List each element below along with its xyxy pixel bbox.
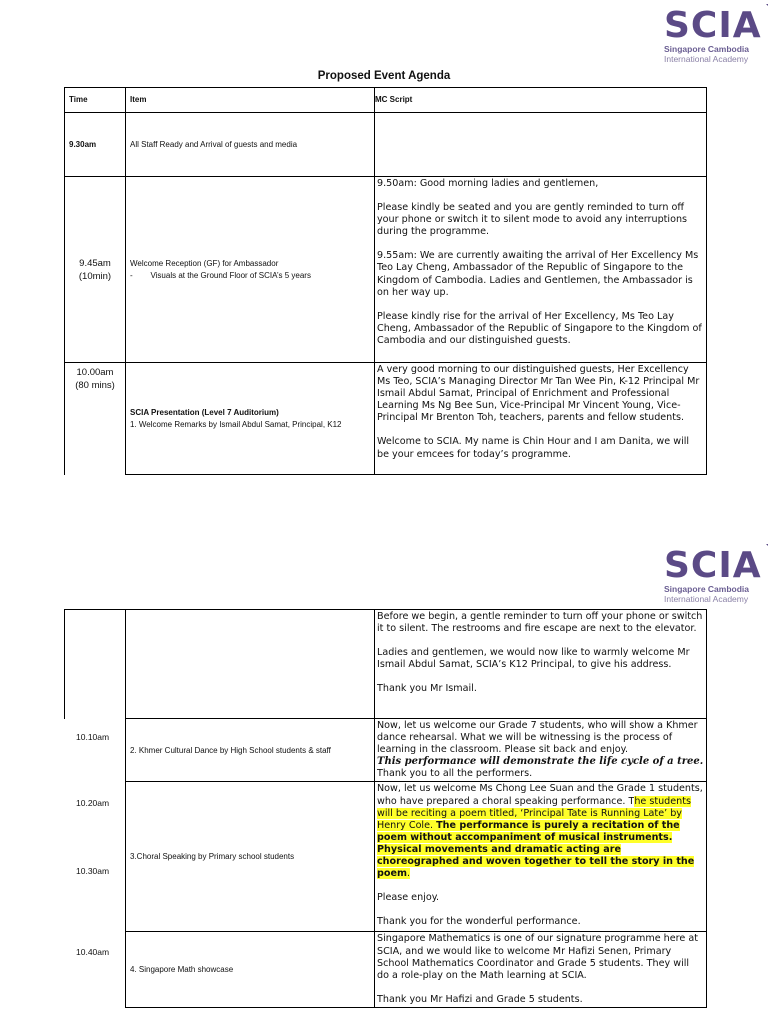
row-item: 4. Singapore Math showcase	[130, 965, 234, 975]
table-row	[65, 113, 707, 177]
table-row	[65, 782, 707, 932]
script-paragraph: Please kindly be seated and you are gently reminded to turn off your phone or switch it to silent mode to avoid any interruptions during the programme.	[377, 202, 688, 238]
table-row	[65, 932, 707, 1008]
row-item-sub: - Visuals at the Ground Floor of SCIA’s 5 years	[130, 270, 311, 280]
script-paragraph	[377, 783, 704, 880]
row-duration: (80 mins)	[75, 380, 115, 391]
script-paragraph: 9.50am: Good morning ladies and gentlemen,	[377, 178, 599, 189]
script-paragraph: Ladies and gentlemen, we would now like to warmly welcome Mr Ismail Abdul Samat, SCIA’s K12 Principal, to give his address.	[377, 647, 690, 671]
agenda-table-page2	[64, 609, 707, 1008]
handwritten-note: This performance will demonstrate the life cycle of a tree.	[377, 756, 704, 768]
script-paragraph: 9.55am: We are currently awaiting the arrival of Her Excellency Ms Teo Lay Cheng, Ambassador of the Republic of Singapore to the Kingdom of Cambodia. Ladies and Gentlemen, the Ambassador is on her way up.	[377, 250, 699, 298]
logo-brand: SCIA	[664, 545, 762, 586]
row-time: 10.20am	[76, 798, 110, 808]
row-item: Welcome Reception (GF) for Ambassador	[130, 258, 279, 268]
row-time: 10.40am	[76, 947, 110, 957]
row-time: 9.45am	[79, 257, 111, 269]
agenda-table-page1	[64, 87, 707, 475]
script-paragraph: A very good morning to our distinguished guests, Her Excellency Ms Teo, SCIA’s Managing Director Mr Tan Wee Pin, K-12 Principal Mr Ismail Abdul Samat, Principal of Enrichment and Professional Learning Ms Ng Bee Sun, Vice-Principal Mr Vincent Young, Vice-Principal Mr Brenton Toh, teachers, parents and fellow students.	[377, 364, 700, 424]
logo-brand: SCIA	[664, 5, 762, 46]
script-paragraph: Now, let us welcome our Grade 7 students, who will show a Khmer dance rehearsal. What we will be witnessing is the process of learning in the classroom. Please sit back and enjoy.	[377, 720, 698, 756]
row-time: 9.30am	[69, 140, 97, 149]
row-duration: (10min)	[78, 270, 112, 282]
logo-line2: International Academy	[664, 54, 749, 64]
header-row	[65, 88, 707, 113]
table-row	[65, 610, 707, 719]
table-row	[65, 363, 707, 475]
row-item: All Staff Ready and Arrival of guests and media	[130, 140, 298, 149]
table-row	[65, 719, 707, 782]
row-item-title: SCIA Presentation (Level 7 Auditorium)	[130, 407, 279, 417]
row-item: 2. Khmer Cultural Dance by High School students & staff	[130, 745, 331, 755]
row-time: 10.10am	[76, 732, 110, 742]
scia-logo-page2	[664, 545, 768, 604]
row-item: 3.Choral Speaking by Primary school students	[130, 852, 295, 862]
row-time: 10.00am	[76, 367, 114, 378]
scia-logo	[664, 5, 768, 64]
logo-line2: International Academy	[664, 594, 749, 604]
script-paragraph: Thank you for the wonderful performance.	[377, 916, 581, 928]
script-paragraph: Thank you Mr Ismail.	[377, 683, 477, 695]
table-row	[65, 177, 707, 363]
row-time: 10.30am	[76, 866, 110, 876]
header-item: Item	[130, 95, 147, 104]
highlighted-text: he students will be reciting a poem titled, ‘Principal Tate is Running Late’ by Henry Cole.	[377, 795, 692, 831]
script-paragraph: Please kindly rise for the arrival of Her Excellency, Ms Teo Lay Cheng, Ambassador of the Republic of Singapore to the Kingdom of Cambodia and our distinguished guests.	[377, 310, 702, 346]
header-mc-script: MC Script	[375, 95, 413, 104]
highlighted-text: .	[406, 868, 411, 880]
header-time: Time	[69, 95, 88, 104]
script-paragraph: Thank you Mr Hafizi and Grade 5 students.	[377, 993, 583, 1005]
script-paragraph: Thank you to all the performers.	[377, 768, 533, 780]
highlighted-bold-text: The performance is purely a recitation of the poem without accompaniment of musical instruments. Physical movements and dramatic acting are choreographed and woven together to tell the story in the poem	[377, 819, 695, 880]
logo-line1: Singapore Cambodia	[664, 44, 750, 54]
script-text: Now, let us welcome Ms Chong Lee Suan and the Grade 1 students, who have prepared a choral speaking performance. T	[377, 783, 703, 807]
script-paragraph: Welcome to SCIA. My name is Chin Hour and I am Danita, we will be your emcees for today’s programme.	[377, 436, 690, 460]
logo-line1: Singapore Cambodia	[664, 584, 750, 594]
script-paragraph: Please enjoy.	[377, 892, 440, 904]
page-title: Proposed Event Agenda	[317, 70, 451, 82]
script-paragraph: Singapore Mathematics is one of our signature programme here at SCIA, and we would like to welcome Mr Hafizi Senen, Primary School Mathematics Coordinator and Grade 5 students. They will do a role-play on the Math learning at SCIA.	[377, 933, 698, 981]
row-item: 1. Welcome Remarks by Ismail Abdul Samat, Principal, K12	[130, 419, 342, 429]
script-paragraph: Before we begin, a gentle reminder to turn off your phone or switch it to silent. The restrooms and fire escape are next to the elevator.	[377, 611, 703, 635]
